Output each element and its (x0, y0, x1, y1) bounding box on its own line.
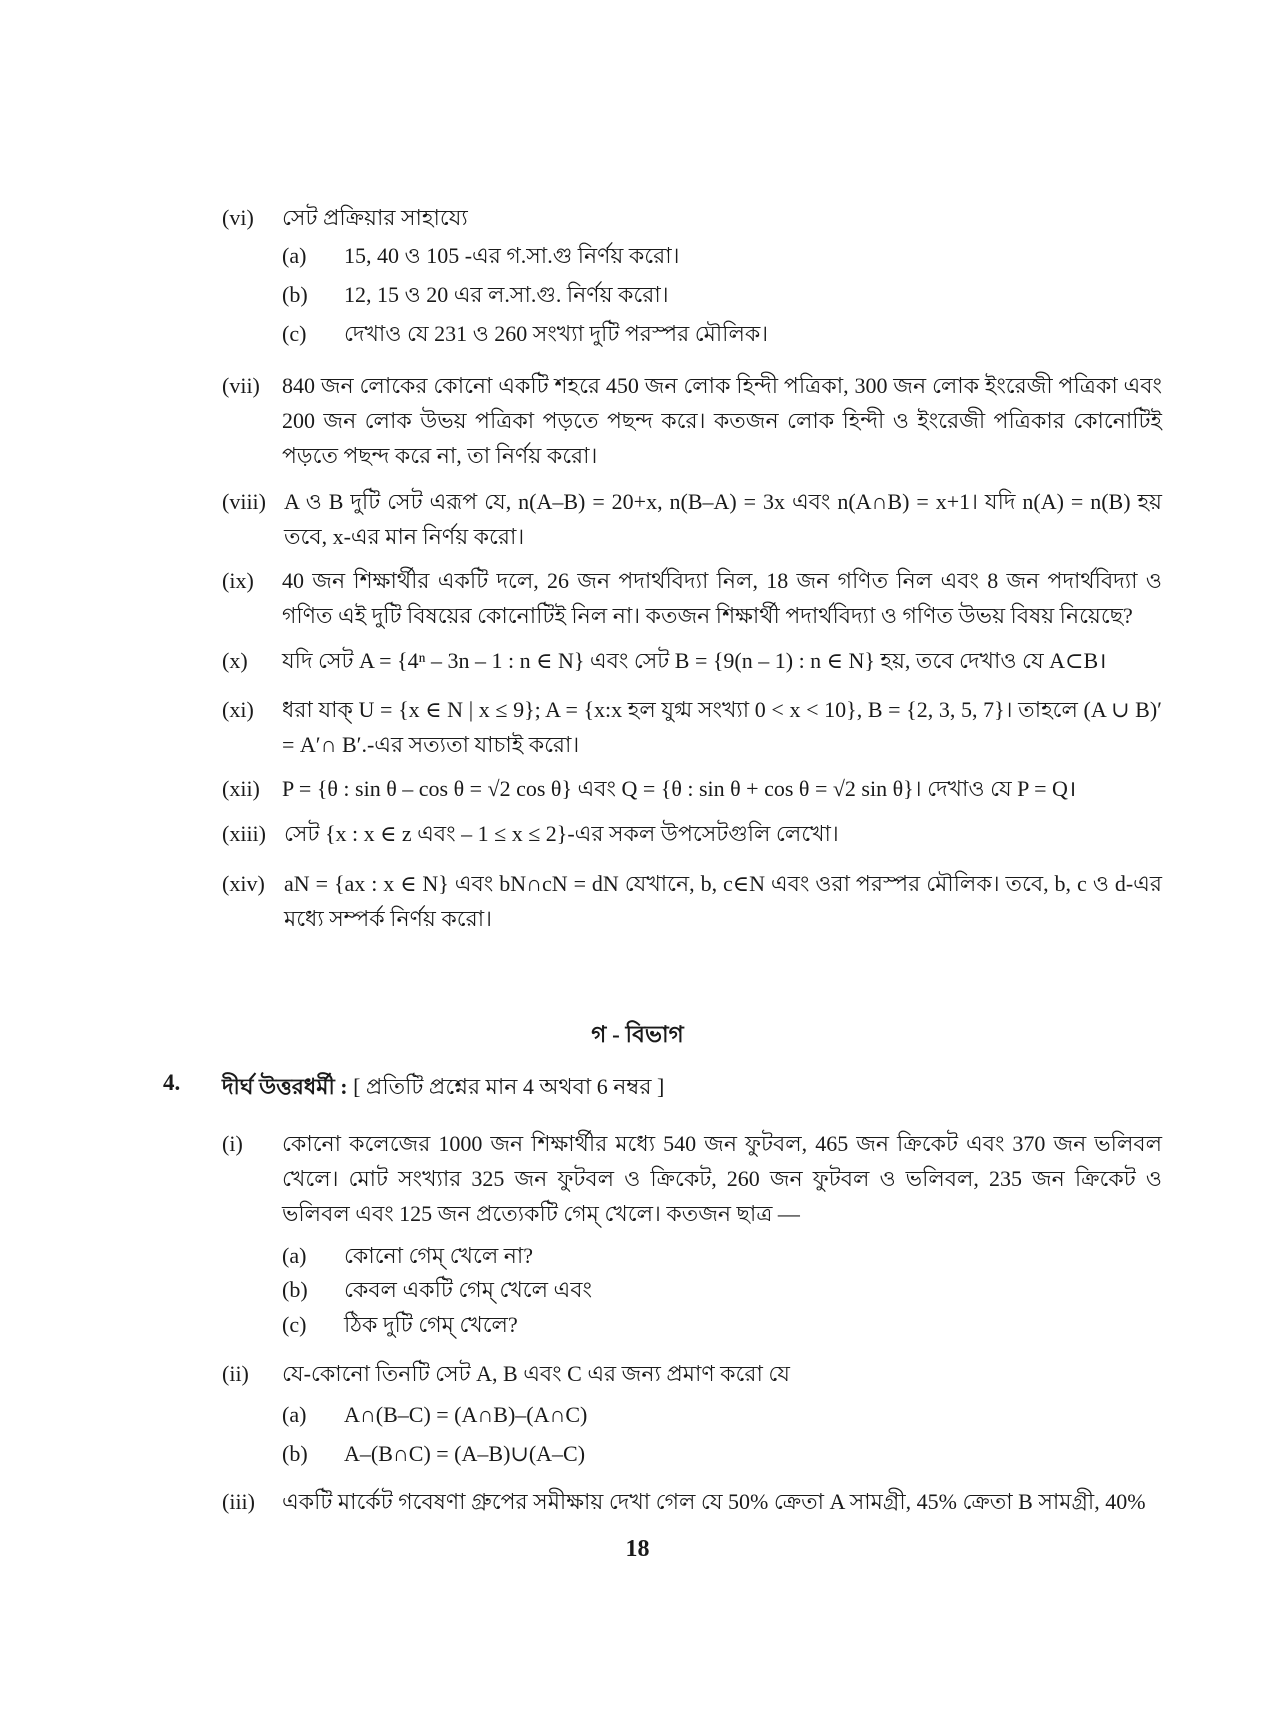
question-number: (x) (222, 648, 248, 673)
sub-text: 15, 40 ও 105 -এর গ.সা.গু নির্ণয় করো। (344, 243, 680, 268)
long-question-iii (222, 1484, 1162, 1519)
long-question-i-b (282, 1272, 1142, 1307)
question-xi (222, 692, 1162, 762)
section-title (222, 1070, 664, 1107)
question-viii (222, 484, 1162, 554)
sub-text: কেবল একটি গেম্‌ খেলে এবং (344, 1277, 592, 1302)
question-vi (222, 200, 1162, 235)
question-text: কোনো কলেজের 1000 জন শিক্ষার্থীর মধ্যে 540 জন ফুটবল, 465 জন ক্রিকেট এবং 370 জন ভলিবল খেলে। মোট সংখ্যার 325 জন ফুটবল ও ক্রিকেট, 260 জন ফুটবল ও ভলিবল, 235 জন ক্রিকেট ও ভলিবল এবং 125 জন প্রত্যেকটি গেম্‌ খেলে। কতজন ছাত্র — (282, 1131, 1162, 1226)
sub-number: (b) (282, 282, 308, 307)
question-text: A ও B দুটি সেট এরূপ যে, n(A–B) = 20+x, n(B–A) = 3x এবং n(A∩B) = x+1। যদি n(A) = n(B) হয় তবে, x-এর মান নির্ণয় করো। (284, 489, 1162, 549)
sub-number: (a) (282, 1402, 307, 1427)
long-question-ii-a (282, 1397, 1142, 1432)
sub-text: দেখাও যে 231 ও 260 সংখ্যা দুটি পরস্পর মৌলিক। (344, 321, 769, 346)
question-text: 840 জন লোকের কোনো একটি শহরে 450 জন লোক হিন্দী পত্রিকা, 300 জন লোক ইংরেজী পত্রিকা এবং 200 জন লোক উভয় পত্রিকা পড়তে পছন্দ করে। কতজন লোক হিন্দী ও ইংরেজী পত্রিকার কোনোটিই পড়তে পছন্দ করে না, তা নির্ণয় করো। (282, 373, 1162, 468)
question-vii (222, 368, 1162, 473)
question-number: (iii) (222, 1489, 255, 1514)
long-question-i-a (282, 1238, 1142, 1273)
question-vi-b (282, 277, 1142, 312)
sub-number: (b) (282, 1277, 308, 1302)
sub-text: কোনো গেম্‌ খেলে না? (344, 1243, 533, 1268)
section-title-bold: দীর্ঘ উত্তরধর্মী : (222, 1074, 348, 1099)
question-text: যদি সেট A = {4ⁿ – 3n – 1 : n ∈ N} এবং সেট B = {9(n – 1) : n ∈ N} হয়, তবে দেখাও যে A⊂B। (282, 648, 1107, 673)
section-number: 4. (163, 1070, 181, 1095)
long-question-i-c (282, 1307, 1142, 1342)
question-xiii (222, 816, 1162, 851)
question-xiv (222, 866, 1162, 936)
sub-number: (a) (282, 1243, 307, 1268)
question-text: 40 জন শিক্ষার্থীর একটি দলে, 26 জন পদার্থবিদ্যা নিল, 18 জন গণিত নিল এবং 8 জন পদার্থবিদ্যা ও গণিত এই দুটি বিষয়ের কোনোটিই নিল না। কতজন শিক্ষার্থী পদার্থবিদ্যা ও গণিত উভয় বিষয় নিয়েছে? (282, 568, 1162, 628)
question-text: একটি মার্কেট গবেষণা গ্রুপের সমীক্ষায় দেখা গেল যে 50% ক্রেতা A সামগ্রী, 45% ক্রেতা B সামগ্রী, 40% (282, 1489, 1146, 1514)
question-text: aN = {ax : x ∈ N} এবং bN∩cN = dN যেখানে, b, c∈N এবং ওরা পরস্পর মৌলিক। তবে, b, c ও d-এর মধ্যে সম্পর্ক নির্ণয় করো। (284, 871, 1162, 931)
section-title-rest: [ প্রতিটি প্রশ্নের মান 4 অথবা 6 নম্বর ] (347, 1074, 665, 1099)
long-question-i (222, 1126, 1162, 1231)
sub-number: (b) (282, 1441, 308, 1466)
question-number: (xiv) (222, 871, 265, 896)
question-number: (vi) (222, 205, 254, 230)
sub-number: (c) (282, 1312, 307, 1337)
sub-text: 12, 15 ও 20 এর ল.সা.গু. নির্ণয় করো। (344, 282, 669, 307)
question-vi-a (282, 238, 1142, 273)
sub-text: ঠিক দুটি গেম্‌ খেলে? (344, 1312, 518, 1337)
question-ix (222, 563, 1162, 633)
section-heading: গ - বিভাগ (591, 1022, 684, 1047)
question-number: (i) (222, 1131, 243, 1156)
question-number: (ix) (222, 568, 254, 593)
sub-text: A–(B∩C) = (A–B)∪(A–C) (344, 1441, 586, 1466)
question-number: (xi) (222, 697, 254, 722)
question-text: যে-কোনো তিনটি সেট A, B এবং C এর জন্য প্রমাণ করো যে (282, 1361, 790, 1386)
long-question-ii (222, 1356, 1162, 1391)
question-number: (viii) (222, 489, 266, 514)
question-text: P = {θ : sin θ – cos θ = √2 cos θ} এবং Q = {θ : sin θ + cos θ = √2 sin θ}। দেখাও যে P = Q। (282, 776, 1077, 801)
question-number: (xii) (222, 776, 260, 801)
question-vi-c (282, 316, 1142, 351)
sub-number: (a) (282, 243, 307, 268)
question-number: (xiii) (222, 821, 266, 846)
question-x (222, 643, 1162, 678)
question-text: সেট প্রক্রিয়ার সাহায্যে (282, 205, 468, 230)
question-number: (vii) (222, 373, 260, 398)
question-xii (222, 771, 1162, 806)
sub-text: A∩(B–C) = (A∩B)–(A∩C) (344, 1402, 588, 1427)
long-question-ii-b (282, 1436, 1142, 1471)
question-text: সেট {x : x ∈ z এবং – 1 ≤ x ≤ 2}-এর সকল উপসেটগুলি লেখো। (284, 821, 839, 846)
question-number: (ii) (222, 1361, 249, 1386)
page-number: 18 (625, 1536, 650, 1562)
sub-number: (c) (282, 321, 307, 346)
question-text: ধরা যাক্‌ U = {x ∈ N | x ≤ 9}; A = {x:x হল যুগ্ম সংখ্যা 0 < x < 10}, B = {2, 3, 5, 7}। তাহলে (A ∪ B)′ = A′∩ B′.-এর সত্যতা যাচাই করো। (282, 697, 1162, 757)
